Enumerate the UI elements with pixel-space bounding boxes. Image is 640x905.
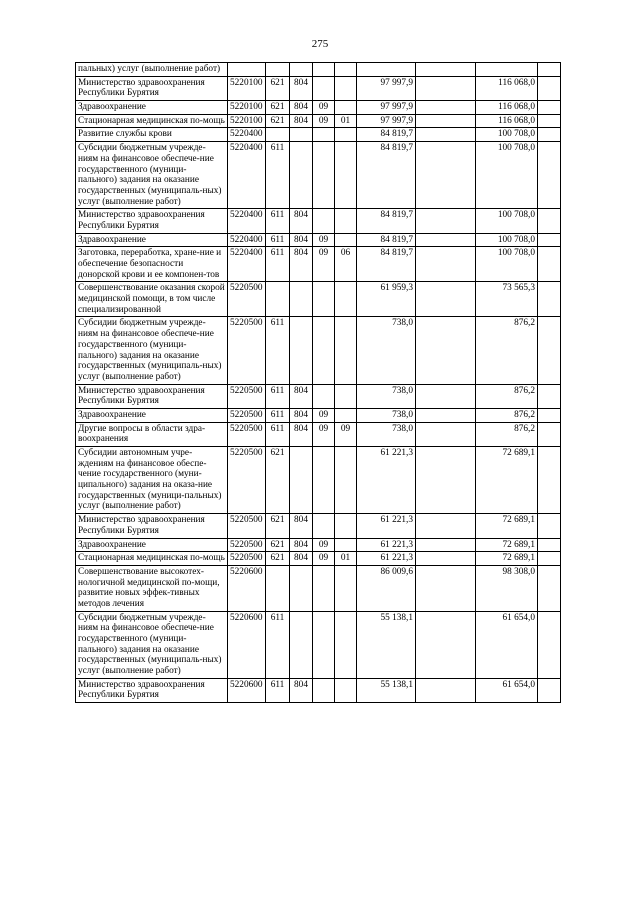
admin-code: 804 xyxy=(290,101,313,115)
empty-col-1 xyxy=(416,282,476,317)
empty-col-1 xyxy=(416,63,476,77)
amount-2: 72 689,1 xyxy=(476,514,538,538)
section-code xyxy=(313,514,335,538)
expense-type: 611 xyxy=(266,247,290,282)
expense-type: 611 xyxy=(266,422,290,446)
subsection-code xyxy=(335,142,357,209)
empty-col-2 xyxy=(538,384,561,408)
subsection-code xyxy=(335,538,357,552)
target-code: 5220500 xyxy=(228,282,266,317)
amount-2: 72 689,1 xyxy=(476,447,538,514)
target-code: 5220500 xyxy=(228,384,266,408)
empty-col-2 xyxy=(538,408,561,422)
amount-1: 738,0 xyxy=(357,422,416,446)
table-row xyxy=(76,63,561,77)
target-code: 5220400 xyxy=(228,209,266,233)
subsection-code xyxy=(335,447,357,514)
empty-col-1 xyxy=(416,128,476,142)
admin-code: 804 xyxy=(290,114,313,128)
section-code: 09 xyxy=(313,233,335,247)
subsection-code xyxy=(335,514,357,538)
row-name: Здравоохранение xyxy=(76,233,228,247)
row-name: Министерство здравоохранения Республики Бурятия xyxy=(76,209,228,233)
amount-1: 84 819,7 xyxy=(357,233,416,247)
expense-type: 611 xyxy=(266,317,290,384)
expense-type xyxy=(266,63,290,77)
amount-1: 84 819,7 xyxy=(357,247,416,282)
row-name: Развитие службы крови xyxy=(76,128,228,142)
empty-col-1 xyxy=(416,384,476,408)
target-code: 5220500 xyxy=(228,317,266,384)
target-code: 5220400 xyxy=(228,142,266,209)
admin-code: 804 xyxy=(290,76,313,100)
empty-col-1 xyxy=(416,101,476,115)
amount-1: 97 997,9 xyxy=(357,101,416,115)
empty-col-1 xyxy=(416,317,476,384)
admin-code xyxy=(290,142,313,209)
empty-col-2 xyxy=(538,233,561,247)
table-row xyxy=(76,611,561,678)
table-row xyxy=(76,142,561,209)
empty-col-2 xyxy=(538,282,561,317)
target-code: 5220100 xyxy=(228,76,266,100)
table-row xyxy=(76,317,561,384)
empty-col-2 xyxy=(538,247,561,282)
subsection-code xyxy=(335,678,357,702)
empty-col-2 xyxy=(538,552,561,566)
target-code: 5220400 xyxy=(228,247,266,282)
subsection-code xyxy=(335,408,357,422)
empty-col-2 xyxy=(538,538,561,552)
amount-1: 738,0 xyxy=(357,408,416,422)
row-name: Субсидии бюджетным учрежде-ниям на финансовое обеспече-ние государственного (муници-пального) задания на оказание государственных (муниципаль-ных) услуг (выполнение работ) xyxy=(76,611,228,678)
empty-col-1 xyxy=(416,233,476,247)
table-row xyxy=(76,422,561,446)
subsection-code xyxy=(335,317,357,384)
table-row xyxy=(76,128,561,142)
table-row xyxy=(76,76,561,100)
section-code: 09 xyxy=(313,538,335,552)
target-code: 5220500 xyxy=(228,422,266,446)
target-code: 5220100 xyxy=(228,114,266,128)
admin-code: 804 xyxy=(290,422,313,446)
row-name: Стационарная медицинская по-мощь xyxy=(76,552,228,566)
row-name: Субсидии автономным учре-ждениям на финансовое обеспе-чение государственного (муни-ципального) задания на оказа-ние государственных (муници-пальных) услуг (выполнение работ) xyxy=(76,447,228,514)
expense-type: 621 xyxy=(266,538,290,552)
amount-2: 73 565,3 xyxy=(476,282,538,317)
table-row xyxy=(76,114,561,128)
empty-col-2 xyxy=(538,63,561,77)
empty-col-2 xyxy=(538,678,561,702)
row-name: Стационарная медицинская по-мощь xyxy=(76,114,228,128)
empty-col-2 xyxy=(538,447,561,514)
amount-2: 61 654,0 xyxy=(476,611,538,678)
expense-type: 611 xyxy=(266,384,290,408)
empty-col-2 xyxy=(538,128,561,142)
amount-1 xyxy=(357,63,416,77)
row-name: пальных) услуг (выполнение работ) xyxy=(76,63,228,77)
table-row xyxy=(76,233,561,247)
section-code: 09 xyxy=(313,408,335,422)
target-code: 5220600 xyxy=(228,678,266,702)
section-code xyxy=(313,384,335,408)
table-row xyxy=(76,678,561,702)
table-row xyxy=(76,552,561,566)
subsection-code xyxy=(335,565,357,611)
admin-code xyxy=(290,63,313,77)
amount-1: 97 997,9 xyxy=(357,76,416,100)
amount-2: 876,2 xyxy=(476,317,538,384)
row-name: Заготовка, переработка, хране-ние и обеспечение безопасности донорской крови и ее компонен-тов xyxy=(76,247,228,282)
amount-1: 55 138,1 xyxy=(357,611,416,678)
row-name: Здравоохранение xyxy=(76,101,228,115)
amount-1: 55 138,1 xyxy=(357,678,416,702)
expense-type: 611 xyxy=(266,233,290,247)
admin-code: 804 xyxy=(290,247,313,282)
section-code xyxy=(313,678,335,702)
empty-col-1 xyxy=(416,114,476,128)
amount-2: 876,2 xyxy=(476,408,538,422)
empty-col-1 xyxy=(416,422,476,446)
target-code: 5220500 xyxy=(228,552,266,566)
row-name: Другие вопросы в области здра-воохранения xyxy=(76,422,228,446)
empty-col-2 xyxy=(538,317,561,384)
amount-2: 116 068,0 xyxy=(476,101,538,115)
amount-2: 100 708,0 xyxy=(476,142,538,209)
expense-type: 621 xyxy=(266,76,290,100)
amount-1: 86 009,6 xyxy=(357,565,416,611)
expense-type: 611 xyxy=(266,611,290,678)
target-code: 5220100 xyxy=(228,101,266,115)
section-code xyxy=(313,128,335,142)
row-name: Министерство здравоохранения Республики Бурятия xyxy=(76,384,228,408)
row-name: Министерство здравоохранения Республики Бурятия xyxy=(76,678,228,702)
admin-code xyxy=(290,317,313,384)
page-number: 275 xyxy=(311,38,329,50)
table-row xyxy=(76,209,561,233)
amount-1: 61 221,3 xyxy=(357,514,416,538)
amount-2: 72 689,1 xyxy=(476,552,538,566)
empty-col-1 xyxy=(416,538,476,552)
row-name: Совершенствование высокотех-нологичной медицинской по-мощи, развитие новых эффек-тивных методов лечения xyxy=(76,565,228,611)
target-code: 5220600 xyxy=(228,611,266,678)
amount-2: 876,2 xyxy=(476,422,538,446)
empty-col-2 xyxy=(538,565,561,611)
empty-col-2 xyxy=(538,422,561,446)
table-row xyxy=(76,447,561,514)
empty-col-1 xyxy=(416,552,476,566)
table-row xyxy=(76,538,561,552)
row-name: Субсидии бюджетным учрежде-ниям на финансовое обеспече-ние государственного (муници-пального) задания на оказание государственных (муниципаль-ных) услуг (выполнение работ) xyxy=(76,142,228,209)
row-name: Министерство здравоохранения Республики Бурятия xyxy=(76,76,228,100)
empty-col-1 xyxy=(416,447,476,514)
table-body xyxy=(76,63,561,703)
expense-type: 611 xyxy=(266,142,290,209)
amount-2: 116 068,0 xyxy=(476,114,538,128)
row-name: Совершенствование оказания скорой медицинской помощи, в том числе специализированной xyxy=(76,282,228,317)
amount-2: 100 708,0 xyxy=(476,247,538,282)
section-code xyxy=(313,447,335,514)
amount-2: 72 689,1 xyxy=(476,538,538,552)
empty-col-2 xyxy=(538,76,561,100)
empty-col-2 xyxy=(538,142,561,209)
admin-code: 804 xyxy=(290,209,313,233)
expense-type xyxy=(266,128,290,142)
section-code xyxy=(313,63,335,77)
table-row xyxy=(76,408,561,422)
amount-2: 98 308,0 xyxy=(476,565,538,611)
empty-col-2 xyxy=(538,101,561,115)
admin-code: 804 xyxy=(290,408,313,422)
section-code xyxy=(313,317,335,384)
amount-2: 876,2 xyxy=(476,384,538,408)
table-row xyxy=(76,565,561,611)
expense-type: 621 xyxy=(266,514,290,538)
amount-2: 100 708,0 xyxy=(476,128,538,142)
expense-type xyxy=(266,565,290,611)
admin-code: 804 xyxy=(290,538,313,552)
empty-col-1 xyxy=(416,247,476,282)
expense-type: 621 xyxy=(266,552,290,566)
table-row xyxy=(76,384,561,408)
amount-1: 61 959,3 xyxy=(357,282,416,317)
amount-1: 84 819,7 xyxy=(357,209,416,233)
expense-type: 621 xyxy=(266,114,290,128)
empty-col-1 xyxy=(416,678,476,702)
table-row xyxy=(76,282,561,317)
amount-1: 97 997,9 xyxy=(357,114,416,128)
amount-1: 61 221,3 xyxy=(357,538,416,552)
admin-code: 804 xyxy=(290,552,313,566)
admin-code: 804 xyxy=(290,384,313,408)
empty-col-2 xyxy=(538,114,561,128)
target-code: 5220400 xyxy=(228,233,266,247)
empty-col-2 xyxy=(538,514,561,538)
subsection-code xyxy=(335,384,357,408)
target-code: 5220500 xyxy=(228,514,266,538)
section-code: 09 xyxy=(313,101,335,115)
subsection-code xyxy=(335,101,357,115)
subsection-code xyxy=(335,209,357,233)
expense-type: 611 xyxy=(266,678,290,702)
empty-col-1 xyxy=(416,611,476,678)
subsection-code: 01 xyxy=(335,114,357,128)
section-code: 09 xyxy=(313,422,335,446)
amount-1: 738,0 xyxy=(357,384,416,408)
empty-col-1 xyxy=(416,209,476,233)
section-code xyxy=(313,142,335,209)
row-name: Субсидии бюджетным учрежде-ниям на финансовое обеспече-ние государственного (муници-пального) задания на оказание государственных (муниципаль-ных) услуг (выполнение работ) xyxy=(76,317,228,384)
empty-col-1 xyxy=(416,565,476,611)
amount-1: 61 221,3 xyxy=(357,552,416,566)
section-code xyxy=(313,565,335,611)
empty-col-2 xyxy=(538,611,561,678)
budget-table xyxy=(75,62,561,703)
admin-code xyxy=(290,128,313,142)
subsection-code: 09 xyxy=(335,422,357,446)
subsection-code xyxy=(335,128,357,142)
section-code: 09 xyxy=(313,114,335,128)
admin-code: 804 xyxy=(290,233,313,247)
target-code: 5220500 xyxy=(228,447,266,514)
admin-code xyxy=(290,565,313,611)
admin-code: 804 xyxy=(290,678,313,702)
admin-code xyxy=(290,282,313,317)
amount-1: 84 819,7 xyxy=(357,128,416,142)
subsection-code xyxy=(335,63,357,77)
amount-2: 61 654,0 xyxy=(476,678,538,702)
target-code: 5220400 xyxy=(228,128,266,142)
admin-code xyxy=(290,447,313,514)
section-code xyxy=(313,611,335,678)
empty-col-2 xyxy=(538,209,561,233)
subsection-code xyxy=(335,611,357,678)
expense-type: 621 xyxy=(266,447,290,514)
admin-code xyxy=(290,611,313,678)
expense-type xyxy=(266,282,290,317)
amount-2: 100 708,0 xyxy=(476,209,538,233)
amount-2 xyxy=(476,63,538,77)
amount-2: 100 708,0 xyxy=(476,233,538,247)
empty-col-1 xyxy=(416,514,476,538)
target-code: 5220500 xyxy=(228,408,266,422)
section-code: 09 xyxy=(313,247,335,282)
section-code xyxy=(313,76,335,100)
amount-1: 61 221,3 xyxy=(357,447,416,514)
amount-1: 84 819,7 xyxy=(357,142,416,209)
subsection-code: 06 xyxy=(335,247,357,282)
row-name: Здравоохранение xyxy=(76,538,228,552)
subsection-code: 01 xyxy=(335,552,357,566)
expense-type: 611 xyxy=(266,408,290,422)
section-code xyxy=(313,209,335,233)
row-name: Министерство здравоохранения Республики Бурятия xyxy=(76,514,228,538)
expense-type: 611 xyxy=(266,209,290,233)
subsection-code xyxy=(335,233,357,247)
subsection-code xyxy=(335,282,357,317)
section-code xyxy=(313,282,335,317)
empty-col-1 xyxy=(416,408,476,422)
target-code xyxy=(228,63,266,77)
table-row xyxy=(76,514,561,538)
amount-2: 116 068,0 xyxy=(476,76,538,100)
empty-col-1 xyxy=(416,76,476,100)
empty-col-1 xyxy=(416,142,476,209)
admin-code: 804 xyxy=(290,514,313,538)
expense-type: 621 xyxy=(266,101,290,115)
amount-1: 738,0 xyxy=(357,317,416,384)
target-code: 5220600 xyxy=(228,565,266,611)
table-row xyxy=(76,101,561,115)
row-name: Здравоохранение xyxy=(76,408,228,422)
section-code: 09 xyxy=(313,552,335,566)
target-code: 5220500 xyxy=(228,538,266,552)
table-row xyxy=(76,247,561,282)
subsection-code xyxy=(335,76,357,100)
